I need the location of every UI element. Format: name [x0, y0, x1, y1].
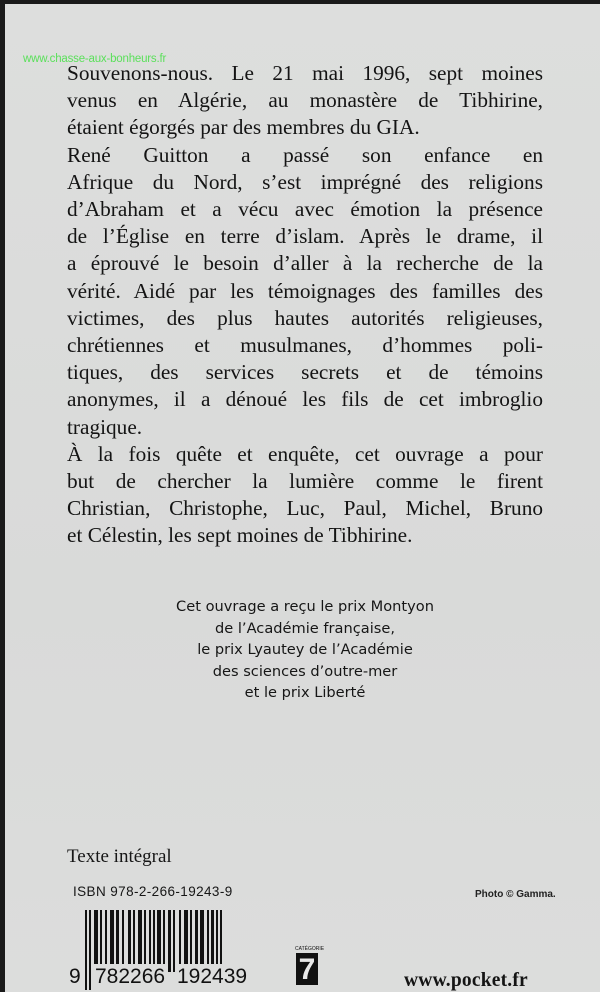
category-badge — [295, 946, 325, 986]
awards-line: Cet ouvrage a reçu le prix Montyon — [176, 598, 434, 615]
awards-line: et le prix Liberté — [244, 684, 366, 702]
barcode-digits-right: 192439 — [177, 965, 248, 988]
edition-note: Texte intégral — [67, 846, 172, 867]
isbn-label: ISBN 978-2-266-19243-9 — [73, 884, 233, 899]
blurb-line: chrétiennes et musulmanes, d’hommes poli- — [67, 333, 543, 358]
blurb-line: René Guitton a passé son enfance en — [67, 142, 543, 167]
publisher-website: www.pocket.fr — [404, 970, 528, 991]
photo-credit: Photo © Gamma. — [475, 889, 556, 900]
blurb-line: d’Abraham et a vécu avec émotion la présence — [67, 197, 543, 222]
blurb-line: Afrique du Nord, s’est imprégné des religions — [67, 169, 543, 194]
blurb-line: À la fois quête et enquête, cet ouvrage a pour — [67, 441, 543, 466]
blurb-line: a éprouvé le besoin d’aller à la recherche de la — [67, 251, 543, 276]
blurb-line: et Célestin, les sept moines de Tibhirine. — [67, 523, 413, 548]
awards-line: le prix Lyautey de l’Académie — [197, 641, 413, 659]
category-label: CATÉGORIE — [295, 946, 325, 952]
blurb-line: venus en Algérie, au monastère de Tibhirine, — [67, 88, 543, 113]
blurb-line: de l’Église en terre d’islam. Après le drame, il — [67, 224, 543, 249]
awards-line: des sciences d’outre-mer — [212, 662, 398, 680]
barcode-digit-first: 9 — [69, 965, 81, 988]
blurb-line: tiques, des services secrets et de témoins — [67, 360, 543, 385]
blurb-line: vérité. Aidé par les témoignages des familles des — [67, 278, 543, 303]
watermark-url: www.chasse-aux-bonheurs.fr — [23, 53, 167, 65]
awards-text — [105, 596, 505, 704]
blurb-line: étaient égorgés par des membres du GIA. — [67, 115, 420, 140]
barcode-digits-left: 782266 — [95, 965, 166, 988]
blurb-text — [67, 60, 543, 550]
blurb-line: anonymes, il a dénoué les fils de cet imbroglio — [67, 387, 543, 412]
category-number: 7 — [296, 953, 318, 985]
blurb-line: victimes, des plus hautes autorités religieuses, — [67, 305, 543, 330]
blurb-line: tragique. — [67, 414, 143, 439]
blurb-line: Souvenons-nous. Le 21 mai 1996, sept moines — [67, 61, 543, 85]
blurb-line: but de chercher la lumière comme le firent — [67, 469, 543, 494]
blurb-line: Christian, Christophe, Luc, Paul, Michel, Bruno — [67, 496, 543, 521]
awards-line: de l’Académie française, — [215, 619, 395, 637]
